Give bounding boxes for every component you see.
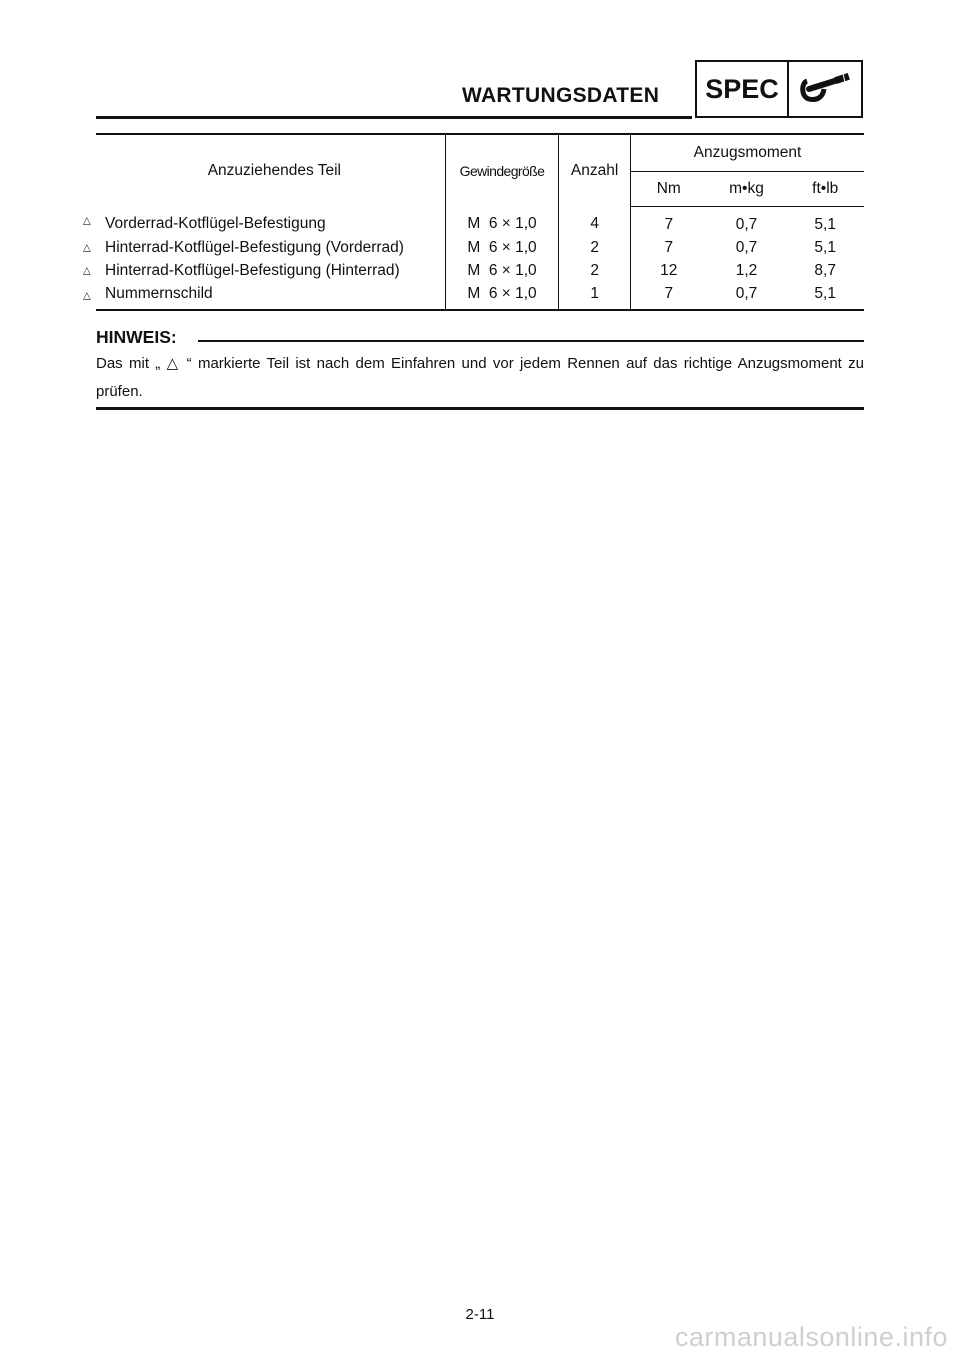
table-row <box>96 207 864 237</box>
part-name: Hinterrad-Kotflügel-Befestigung (Hinterrad) <box>105 261 400 279</box>
header-rule <box>96 116 692 119</box>
page-title: WARTUNGSDATEN <box>462 84 660 107</box>
thread-size: M 6 × 1,0 <box>445 207 559 237</box>
torque-ftlb: 5,1 <box>814 215 836 233</box>
torque-nm: 7 <box>631 282 707 310</box>
torque-nm: 12 <box>660 261 678 279</box>
torque-mkg: 1,2 <box>735 261 758 279</box>
spec-badge <box>695 60 863 118</box>
torque-table <box>83 133 864 311</box>
torque-ftlb: 5,1 <box>786 282 864 310</box>
col-header-mkg: m•kg <box>707 172 787 207</box>
torque-mkg: 0,7 <box>707 282 787 310</box>
col-header-qty: Anzahl <box>559 134 631 207</box>
torque-nm: 7 <box>664 238 674 256</box>
part-name: Vorderrad-Kotflügel-Befestigung <box>105 215 326 233</box>
quantity: 2 <box>559 236 631 259</box>
note-heading: HINWEIS: <box>96 327 177 347</box>
spec-label: SPEC <box>697 62 789 116</box>
marker-triangle-icon: △ <box>83 215 91 227</box>
col-header-torque: Anzugsmoment <box>631 134 864 172</box>
thread-size: M 6 × 1,0 <box>445 259 559 282</box>
marker-triangle-icon: △ <box>83 265 91 276</box>
note-rule <box>198 340 864 342</box>
thread-size: M 6 × 1,0 <box>445 282 559 310</box>
col-header-nm: Nm <box>631 172 707 207</box>
torque-nm: 7 <box>664 215 674 233</box>
quantity: 2 <box>559 259 631 282</box>
torque-wrench-icon <box>789 62 861 116</box>
table-row <box>96 282 864 310</box>
part-name: Hinterrad-Kotflügel-Befestigung (Vorderrad) <box>105 238 404 256</box>
thread-size: M 6 × 1,0 <box>445 236 559 259</box>
torque-ftlb: 5,1 <box>814 238 836 256</box>
quantity: 4 <box>559 207 631 237</box>
table-row <box>96 259 864 282</box>
table-row <box>96 236 864 259</box>
marker-triangle-icon: △ <box>83 290 91 301</box>
torque-mkg: 0,7 <box>735 238 758 256</box>
note-text: Das mit „ △ “ markierte Teil ist nach dem Einfahren und vor jedem Rennen auf das richtige Anzugsmoment zu prüfen. <box>96 355 864 400</box>
col-header-thread: Gewindegröße <box>445 134 559 207</box>
part-name: Nummernschild <box>105 284 213 302</box>
page-number: 2-11 <box>465 1306 495 1323</box>
col-header-ftlb: ft•lb <box>786 172 864 207</box>
torque-ftlb: 8,7 <box>814 261 836 279</box>
watermark: carmanualsonline.info <box>674 1322 948 1352</box>
marker-triangle-icon: △ <box>83 242 91 253</box>
note-rule-bottom <box>96 407 864 410</box>
torque-mkg: 0,7 <box>735 215 758 233</box>
quantity: 1 <box>559 282 631 310</box>
col-header-part: Anzuziehendes Teil <box>96 134 445 207</box>
